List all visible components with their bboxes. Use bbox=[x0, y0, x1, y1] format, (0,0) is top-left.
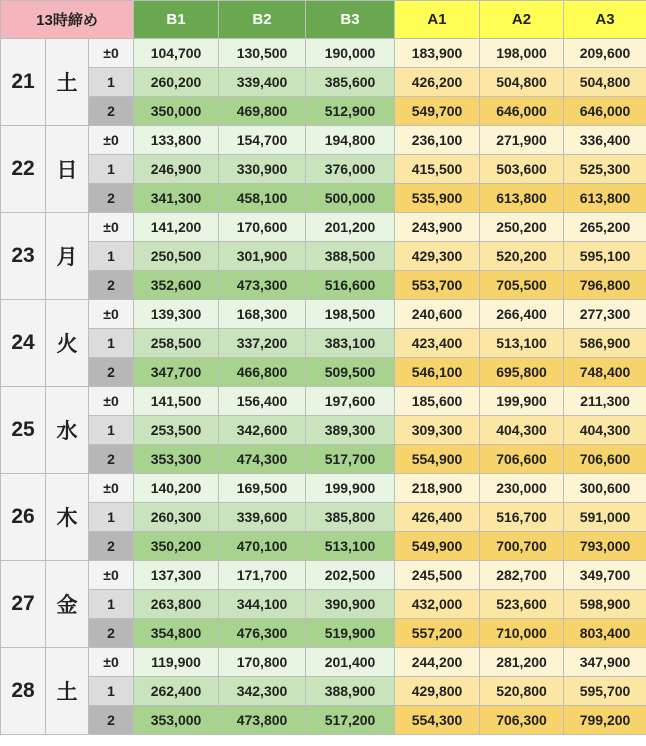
price-cell: 429,800 bbox=[395, 677, 480, 706]
price-cell: 170,600 bbox=[219, 213, 306, 242]
price-cell: 211,300 bbox=[564, 387, 646, 416]
price-cell: 389,300 bbox=[306, 416, 395, 445]
price-cell: 168,300 bbox=[219, 300, 306, 329]
price-cell: 262,400 bbox=[134, 677, 219, 706]
table-row bbox=[1, 97, 646, 126]
price-cell: 554,300 bbox=[395, 706, 480, 735]
tier-cell: 1 bbox=[89, 416, 134, 445]
price-cell: 706,600 bbox=[564, 445, 646, 474]
tier-cell: 2 bbox=[89, 358, 134, 387]
price-cell: 415,500 bbox=[395, 155, 480, 184]
table-row bbox=[1, 590, 646, 619]
price-cell: 476,300 bbox=[219, 619, 306, 648]
price-cell: 199,900 bbox=[306, 474, 395, 503]
table-row bbox=[1, 155, 646, 184]
price-cell: 250,200 bbox=[480, 213, 564, 242]
price-cell: 706,300 bbox=[480, 706, 564, 735]
price-cell: 504,800 bbox=[564, 68, 646, 97]
price-cell: 646,000 bbox=[564, 97, 646, 126]
table-row bbox=[1, 300, 646, 329]
price-cell: 404,300 bbox=[480, 416, 564, 445]
tier-cell: 2 bbox=[89, 271, 134, 300]
price-cell: 246,900 bbox=[134, 155, 219, 184]
table-row bbox=[1, 619, 646, 648]
date-cell: 22 bbox=[1, 126, 46, 213]
price-cell: 253,500 bbox=[134, 416, 219, 445]
price-cell: 277,300 bbox=[564, 300, 646, 329]
price-cell: 349,700 bbox=[564, 561, 646, 590]
column-header-b2: B2 bbox=[219, 1, 306, 39]
tier-cell: 2 bbox=[89, 706, 134, 735]
table-row bbox=[1, 126, 646, 155]
table-row bbox=[1, 242, 646, 271]
price-cell: 535,900 bbox=[395, 184, 480, 213]
price-cell: 353,300 bbox=[134, 445, 219, 474]
price-cell: 517,200 bbox=[306, 706, 395, 735]
price-cell: 799,200 bbox=[564, 706, 646, 735]
price-cell: 517,700 bbox=[306, 445, 395, 474]
table-row bbox=[1, 358, 646, 387]
price-cell: 525,300 bbox=[564, 155, 646, 184]
table-row bbox=[1, 648, 646, 677]
price-cell: 388,900 bbox=[306, 677, 395, 706]
price-cell: 202,500 bbox=[306, 561, 395, 590]
price-cell: 198,500 bbox=[306, 300, 395, 329]
table-row bbox=[1, 416, 646, 445]
price-cell: 473,300 bbox=[219, 271, 306, 300]
price-cell: 354,800 bbox=[134, 619, 219, 648]
table-row bbox=[1, 329, 646, 358]
price-cell: 595,100 bbox=[564, 242, 646, 271]
tier-cell: 2 bbox=[89, 532, 134, 561]
price-cell: 705,500 bbox=[480, 271, 564, 300]
column-header-b1: B1 bbox=[134, 1, 219, 39]
price-cell: 700,700 bbox=[480, 532, 564, 561]
price-cell: 141,200 bbox=[134, 213, 219, 242]
date-cell: 26 bbox=[1, 474, 46, 561]
table-row bbox=[1, 271, 646, 300]
tier-cell: 1 bbox=[89, 68, 134, 97]
table-row bbox=[1, 184, 646, 213]
tier-cell: 1 bbox=[89, 590, 134, 619]
price-cell: 271,900 bbox=[480, 126, 564, 155]
price-cell: 218,900 bbox=[395, 474, 480, 503]
price-cell: 337,200 bbox=[219, 329, 306, 358]
price-cell: 803,400 bbox=[564, 619, 646, 648]
price-cell: 194,800 bbox=[306, 126, 395, 155]
price-cell: 347,700 bbox=[134, 358, 219, 387]
price-cell: 169,500 bbox=[219, 474, 306, 503]
price-cell: 520,800 bbox=[480, 677, 564, 706]
price-cell: 513,100 bbox=[306, 532, 395, 561]
price-cell: 341,300 bbox=[134, 184, 219, 213]
price-cell: 466,800 bbox=[219, 358, 306, 387]
price-cell: 209,600 bbox=[564, 39, 646, 68]
price-cell: 154,700 bbox=[219, 126, 306, 155]
price-cell: 104,700 bbox=[134, 39, 219, 68]
price-cell: 342,600 bbox=[219, 416, 306, 445]
column-header-a1: A1 bbox=[395, 1, 480, 39]
table-row bbox=[1, 677, 646, 706]
price-cell: 432,000 bbox=[395, 590, 480, 619]
table-row bbox=[1, 503, 646, 532]
price-cell: 595,700 bbox=[564, 677, 646, 706]
price-cell: 263,800 bbox=[134, 590, 219, 619]
price-cell: 130,500 bbox=[219, 39, 306, 68]
price-cell: 385,600 bbox=[306, 68, 395, 97]
price-cell: 170,800 bbox=[219, 648, 306, 677]
weekday-cell: 土 bbox=[46, 39, 89, 126]
tier-cell: ±0 bbox=[89, 39, 134, 68]
tier-cell: 1 bbox=[89, 155, 134, 184]
price-cell: 282,700 bbox=[480, 561, 564, 590]
price-cell: 385,800 bbox=[306, 503, 395, 532]
price-cell: 137,300 bbox=[134, 561, 219, 590]
price-cell: 342,300 bbox=[219, 677, 306, 706]
price-cell: 140,200 bbox=[134, 474, 219, 503]
tier-cell: ±0 bbox=[89, 213, 134, 242]
price-cell: 201,200 bbox=[306, 213, 395, 242]
price-cell: 383,100 bbox=[306, 329, 395, 358]
price-cell: 244,200 bbox=[395, 648, 480, 677]
price-cell: 199,900 bbox=[480, 387, 564, 416]
price-cell: 156,400 bbox=[219, 387, 306, 416]
weekday-cell: 土 bbox=[46, 648, 89, 735]
date-cell: 23 bbox=[1, 213, 46, 300]
table-row bbox=[1, 474, 646, 503]
price-cell: 266,400 bbox=[480, 300, 564, 329]
price-cell: 458,100 bbox=[219, 184, 306, 213]
price-cell: 646,000 bbox=[480, 97, 564, 126]
price-cell: 557,200 bbox=[395, 619, 480, 648]
price-cell: 141,500 bbox=[134, 387, 219, 416]
price-cell: 119,900 bbox=[134, 648, 219, 677]
tier-cell: 2 bbox=[89, 184, 134, 213]
price-cell: 201,400 bbox=[306, 648, 395, 677]
price-cell: 390,900 bbox=[306, 590, 395, 619]
price-cell: 586,900 bbox=[564, 329, 646, 358]
price-cell: 330,900 bbox=[219, 155, 306, 184]
price-cell: 190,000 bbox=[306, 39, 395, 68]
price-cell: 695,800 bbox=[480, 358, 564, 387]
tier-cell: ±0 bbox=[89, 561, 134, 590]
price-cell: 469,800 bbox=[219, 97, 306, 126]
weekday-cell: 日 bbox=[46, 126, 89, 213]
tier-cell: ±0 bbox=[89, 300, 134, 329]
price-cell: 350,000 bbox=[134, 97, 219, 126]
weekday-cell: 月 bbox=[46, 213, 89, 300]
tier-cell: ±0 bbox=[89, 126, 134, 155]
price-cell: 404,300 bbox=[564, 416, 646, 445]
price-cell: 139,300 bbox=[134, 300, 219, 329]
date-cell: 24 bbox=[1, 300, 46, 387]
price-cell: 613,800 bbox=[564, 184, 646, 213]
price-cell: 300,600 bbox=[564, 474, 646, 503]
price-cell: 339,400 bbox=[219, 68, 306, 97]
table-body bbox=[1, 39, 646, 735]
price-cell: 258,500 bbox=[134, 329, 219, 358]
price-cell: 549,900 bbox=[395, 532, 480, 561]
price-cell: 301,900 bbox=[219, 242, 306, 271]
price-cell: 793,000 bbox=[564, 532, 646, 561]
table-row bbox=[1, 445, 646, 474]
tier-cell: 2 bbox=[89, 97, 134, 126]
table-row bbox=[1, 561, 646, 590]
price-cell: 474,300 bbox=[219, 445, 306, 474]
price-cell: 350,200 bbox=[134, 532, 219, 561]
price-cell: 598,900 bbox=[564, 590, 646, 619]
weekday-cell: 木 bbox=[46, 474, 89, 561]
price-cell: 133,800 bbox=[134, 126, 219, 155]
price-cell: 519,900 bbox=[306, 619, 395, 648]
price-cell: 309,300 bbox=[395, 416, 480, 445]
price-cell: 198,000 bbox=[480, 39, 564, 68]
price-cell: 710,000 bbox=[480, 619, 564, 648]
price-cell: 185,600 bbox=[395, 387, 480, 416]
table-row bbox=[1, 532, 646, 561]
price-cell: 353,000 bbox=[134, 706, 219, 735]
price-cell: 553,700 bbox=[395, 271, 480, 300]
price-cell: 520,200 bbox=[480, 242, 564, 271]
price-cell: 281,200 bbox=[480, 648, 564, 677]
price-cell: 236,100 bbox=[395, 126, 480, 155]
column-header-a3: A3 bbox=[564, 1, 646, 39]
header-row bbox=[1, 1, 646, 39]
date-cell: 25 bbox=[1, 387, 46, 474]
price-cell: 473,800 bbox=[219, 706, 306, 735]
price-cell: 344,100 bbox=[219, 590, 306, 619]
tier-cell: ±0 bbox=[89, 648, 134, 677]
tier-cell: 2 bbox=[89, 619, 134, 648]
price-cell: 509,500 bbox=[306, 358, 395, 387]
column-header-b3: B3 bbox=[306, 1, 395, 39]
price-cell: 796,800 bbox=[564, 271, 646, 300]
price-cell: 260,200 bbox=[134, 68, 219, 97]
date-cell: 21 bbox=[1, 39, 46, 126]
tier-cell: 1 bbox=[89, 503, 134, 532]
table-row bbox=[1, 68, 646, 97]
column-header-a2: A2 bbox=[480, 1, 564, 39]
price-cell: 388,500 bbox=[306, 242, 395, 271]
price-cell: 546,100 bbox=[395, 358, 480, 387]
price-cell: 513,100 bbox=[480, 329, 564, 358]
price-cell: 554,900 bbox=[395, 445, 480, 474]
price-cell: 516,600 bbox=[306, 271, 395, 300]
price-cell: 230,000 bbox=[480, 474, 564, 503]
price-cell: 347,900 bbox=[564, 648, 646, 677]
date-cell: 28 bbox=[1, 648, 46, 735]
tier-cell: 1 bbox=[89, 677, 134, 706]
price-cell: 748,400 bbox=[564, 358, 646, 387]
price-cell: 260,300 bbox=[134, 503, 219, 532]
weekday-cell: 金 bbox=[46, 561, 89, 648]
price-cell: 265,200 bbox=[564, 213, 646, 242]
price-cell: 426,400 bbox=[395, 503, 480, 532]
tier-cell: 1 bbox=[89, 242, 134, 271]
price-cell: 171,700 bbox=[219, 561, 306, 590]
header-corner-label: 13時締め bbox=[1, 1, 134, 39]
table-row bbox=[1, 213, 646, 242]
price-cell: 339,600 bbox=[219, 503, 306, 532]
price-cell: 336,400 bbox=[564, 126, 646, 155]
weekday-cell: 水 bbox=[46, 387, 89, 474]
price-cell: 183,900 bbox=[395, 39, 480, 68]
price-cell: 591,000 bbox=[564, 503, 646, 532]
tier-cell: 2 bbox=[89, 445, 134, 474]
price-cell: 426,200 bbox=[395, 68, 480, 97]
price-cell: 549,700 bbox=[395, 97, 480, 126]
tier-cell: ±0 bbox=[89, 474, 134, 503]
price-cell: 613,800 bbox=[480, 184, 564, 213]
price-cell: 352,600 bbox=[134, 271, 219, 300]
price-cell: 523,600 bbox=[480, 590, 564, 619]
date-cell: 27 bbox=[1, 561, 46, 648]
price-cell: 240,600 bbox=[395, 300, 480, 329]
weekday-cell: 火 bbox=[46, 300, 89, 387]
price-cell: 243,900 bbox=[395, 213, 480, 242]
table-row bbox=[1, 39, 646, 68]
table-row bbox=[1, 706, 646, 735]
price-cell: 429,300 bbox=[395, 242, 480, 271]
price-cell: 503,600 bbox=[480, 155, 564, 184]
tier-cell: 1 bbox=[89, 329, 134, 358]
price-cell: 512,900 bbox=[306, 97, 395, 126]
table-row bbox=[1, 387, 646, 416]
price-cell: 376,000 bbox=[306, 155, 395, 184]
price-cell: 500,000 bbox=[306, 184, 395, 213]
price-cell: 470,100 bbox=[219, 532, 306, 561]
price-cell: 423,400 bbox=[395, 329, 480, 358]
price-cell: 516,700 bbox=[480, 503, 564, 532]
price-cell: 250,500 bbox=[134, 242, 219, 271]
price-cell: 197,600 bbox=[306, 387, 395, 416]
price-cell: 504,800 bbox=[480, 68, 564, 97]
tier-cell: ±0 bbox=[89, 387, 134, 416]
price-cell: 706,600 bbox=[480, 445, 564, 474]
price-cell: 245,500 bbox=[395, 561, 480, 590]
